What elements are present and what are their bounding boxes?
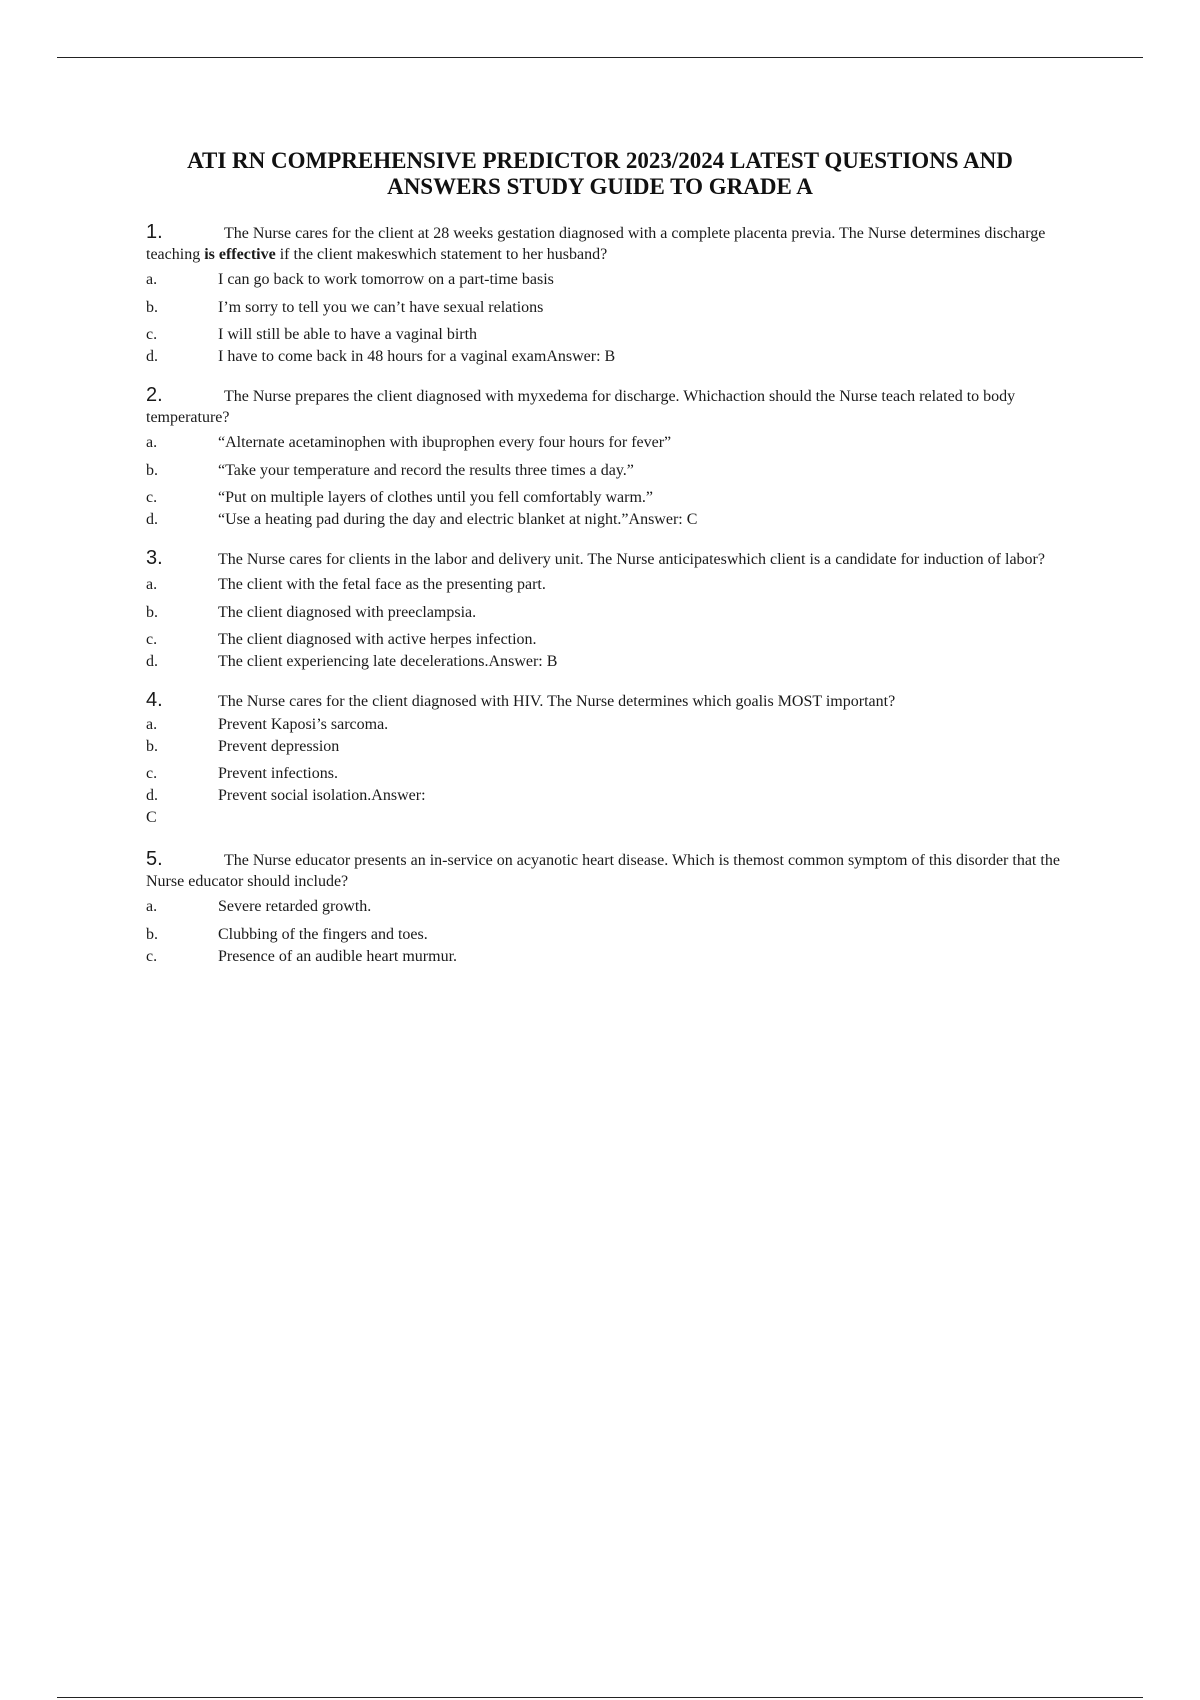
question-stem: [146, 548, 1061, 570]
answer-option: [146, 270, 1061, 289]
option-letter: b.: [146, 604, 158, 621]
option-text: Presence of an audible heart murmur.: [218, 948, 458, 965]
option-text: Clubbing of the fingers and toes.: [218, 926, 428, 943]
option-text: Prevent depression: [218, 738, 340, 755]
question-text: The Nurse educator presents an in-service on acyanotic heart disease. Which is themost common symptom of this disorder that the Nurse educator should include?: [146, 852, 1060, 890]
answer-option: [146, 488, 1061, 507]
question-text: The Nurse cares for the client diagnosed with HIV. The Nurse determines which goalis MOST important?: [218, 693, 896, 710]
option-letter: c.: [146, 631, 158, 648]
option-text: “Alternate acetaminophen with ibuprophen every four hours for fever”: [218, 434, 672, 451]
option-letter: d.: [146, 653, 158, 670]
option-letter: d.: [146, 348, 158, 365]
answer-option: [146, 764, 1061, 783]
footer-rule: [57, 1697, 1143, 1698]
question-2: [146, 385, 1061, 529]
question-number: 2.: [146, 384, 163, 406]
option-text: Prevent infections.: [218, 765, 338, 782]
option-letter: a.: [146, 898, 158, 915]
option-letter: b.: [146, 738, 158, 755]
question-stem: [146, 385, 1061, 428]
option-letter: b.: [146, 926, 158, 943]
option-letter: a.: [146, 271, 158, 288]
option-text: The client diagnosed with preeclampsia.: [218, 604, 477, 621]
answer-option: [146, 433, 1061, 452]
answer-option: [146, 575, 1061, 594]
option-letter: a.: [146, 434, 158, 451]
option-letter: c.: [146, 765, 158, 782]
header-rule: [57, 57, 1143, 58]
question-text: The Nurse prepares the client diagnosed with myxedema for discharge. Whichaction should the Nurse teach related to body temperature?: [146, 388, 1016, 426]
option-text: “Take your temperature and record the results three times a day.”: [218, 462, 634, 479]
answer-option: [146, 786, 1061, 805]
answer-option: [146, 897, 1061, 916]
option-letter: d.: [146, 511, 158, 528]
option-letter: b.: [146, 299, 158, 316]
answer-option: [146, 925, 1061, 944]
option-text: “Use a heating pad during the day and electric blanket at night.”Answer: C: [218, 511, 698, 528]
question-number: 5.: [146, 848, 163, 870]
option-letter: a.: [146, 716, 158, 733]
answer-letter: C: [146, 809, 157, 826]
option-text: “Put on multiple layers of clothes until you fell comfortably warm.”: [218, 489, 654, 506]
option-text: The client experiencing late decelerations.Answer: B: [218, 653, 558, 670]
option-letter: c.: [146, 489, 158, 506]
option-letter: b.: [146, 462, 158, 479]
option-letter: c.: [146, 948, 158, 965]
question-5: [146, 849, 1061, 966]
question-4: [146, 690, 1061, 827]
answer-option: [146, 947, 1061, 966]
option-text: I have to come back in 48 hours for a vaginal examAnswer: B: [218, 348, 616, 365]
question-text: The Nurse cares for the client at 28 weeks gestation diagnosed with a complete placenta previa. The Nurse determines discharge teaching: [146, 225, 1046, 263]
answer-option: [146, 325, 1061, 344]
answer-option: [146, 715, 1061, 734]
option-text: Prevent Kaposi’s sarcoma.: [218, 716, 389, 733]
option-text: The client diagnosed with active herpes infection.: [218, 631, 537, 648]
answer-option: [146, 630, 1061, 649]
question-1: [146, 222, 1061, 366]
option-text: Severe retarded growth.: [218, 898, 372, 915]
question-stem: [146, 222, 1061, 265]
option-text: Prevent social isolation.Answer:: [218, 787, 426, 804]
document-title: ATI RN COMPREHENSIVE PREDICTOR 2023/2024 LATEST QUESTIONS AND ANSWERS STUDY GUIDE TO GRADE A: [187, 148, 1013, 199]
question-3: [146, 548, 1061, 671]
answer-option: [146, 737, 1061, 756]
option-letter: c.: [146, 326, 158, 343]
question-number: 1.: [146, 221, 163, 243]
question-text-end: if the client makeswhich statement to her husband?: [275, 246, 608, 263]
question-text: The Nurse cares for clients in the labor and delivery unit. The Nurse anticipateswhich client is a candidate for induction of labor?: [218, 551, 1045, 568]
answer-option: [146, 510, 1061, 529]
question-stem: [146, 849, 1061, 892]
option-text: I’m sorry to tell you we can’t have sexual relations: [218, 299, 544, 316]
option-text: I will still be able to have a vaginal birth: [218, 326, 478, 343]
answer-option: [146, 347, 1061, 366]
question-list: [146, 222, 1061, 986]
option-text: I can go back to work tomorrow on a part-time basis: [218, 271, 554, 288]
question-emphasis: is effective: [204, 246, 276, 263]
option-letter: a.: [146, 576, 158, 593]
question-stem: [146, 690, 1061, 712]
answer-option: [146, 652, 1061, 671]
answer-option: [146, 603, 1061, 622]
option-text: The client with the fetal face as the presenting part.: [218, 576, 546, 593]
question-number: 3.: [146, 547, 163, 569]
answer-option: [146, 298, 1061, 317]
answer-option: [146, 461, 1061, 480]
question-number: 4.: [146, 689, 163, 711]
option-letter: d.: [146, 787, 158, 804]
